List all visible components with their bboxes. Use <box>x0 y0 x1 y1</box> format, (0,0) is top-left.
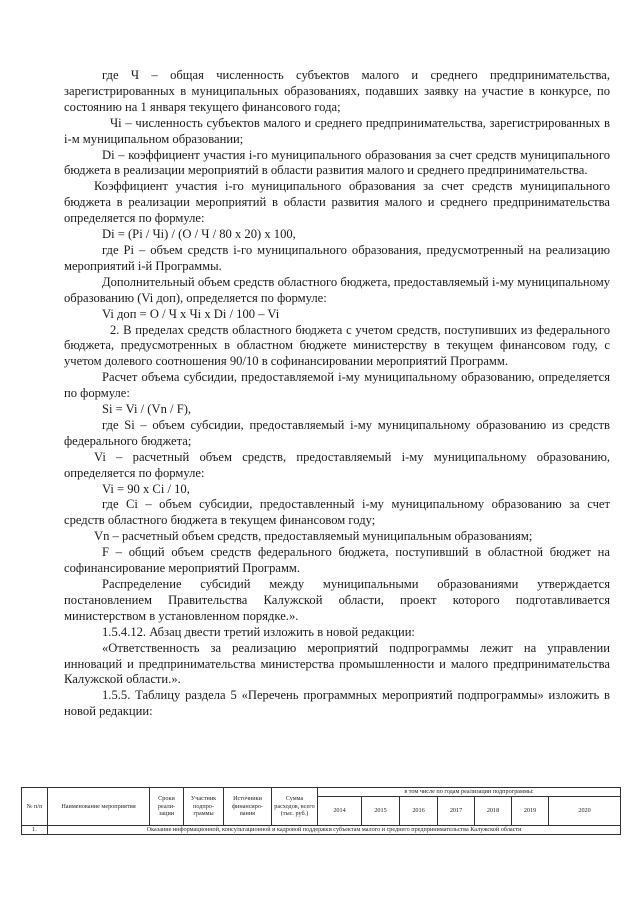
paragraph: Di – коэффициент участия i-го муниципального образования за счет средств муниципального бюджета в реализации мероприятий в области развития малого и среднего предпринимательства. <box>64 147 610 178</box>
formula: Vi = 90 х Сi / 10, <box>102 481 190 496</box>
row-number: 1. <box>22 826 48 835</box>
header-sources: Источники финансиро-вания <box>224 788 272 826</box>
paragraph: Дополнительный объем средств областного бюджета, предоставляемый i-му муниципальному образованию (Vi доп), определяется по формуле: <box>64 274 610 305</box>
paragraph: Расчет объема субсидии, предоставляемой i-му муниципальному образованию, определяется по формуле: <box>64 370 610 401</box>
measures-table <box>21 787 620 835</box>
paragraph: Vn – расчетный объем средств, предоставляемый муниципальным образованиям; <box>94 529 533 544</box>
row-section-title: Оказание информационной, консультационной и кадровой поддержки субъектам малого и среднего предпринимательства Калужской области <box>48 826 621 835</box>
header-terms: Сроки реали-зации <box>150 788 184 826</box>
paragraph: F – общий объем средств федерального бюджета, поступивший в областной бюджет на софинансирование мероприятий Программ. <box>64 545 610 576</box>
formula: Vi доп = О / Ч х Чi х Di / 100 – Vi <box>102 306 280 321</box>
paragraph: Коэффициент участия i-го муниципального образования за счет средств муниципального бюджета в реализации мероприятий в области развития малого и среднего предпринимательства определяется по формуле: <box>64 179 610 226</box>
paragraph: 1.5.5. Таблицу раздела 5 «Перечень программных мероприятий подпрограммы» изложить в новой редакции: <box>64 688 610 719</box>
formula: Di = (Pi / Чi) / (О / Ч / 80 х 20) х 100, <box>102 227 296 242</box>
year-cell: 2020 <box>549 797 621 826</box>
paragraph: 2. В пределах средств областного бюджета с учетом средств, поступивших из федерального бюджета, предусмотренных в областном бюджете министерству в текущем финансовом году, с учетом долевого соотношения 90/10 в софинансировании мероприятий Программ. <box>64 322 610 369</box>
year-cell: 2018 <box>475 797 512 826</box>
header-years-group: в том числе по годам реализации подпрограммы: <box>318 788 621 797</box>
header-sum: Сумма расходов, всего (тыс. руб.) <box>272 788 318 826</box>
paragraph: где Сi – объем субсидии, предоставленный i-му муниципальному образованию за счет средств областного бюджета в текущем финансовом году; <box>64 497 610 528</box>
year-cell: 2015 <box>362 797 400 826</box>
paragraph: Распределение субсидий между муниципальными образованиями утверждается постановлением Правительства Калужской области, проект которого подготавливается министерством в установленном порядке.». <box>64 577 610 623</box>
paragraph: Vi – расчетный объем средств, предоставляемый i-му муниципальному образованию, определяется по формуле: <box>64 449 610 480</box>
paragraph: где Pi – объем средств i-го муниципального образования, предусмотренный на реализацию мероприятий i-й Программы. <box>64 242 610 273</box>
year-cell: 2019 <box>512 797 549 826</box>
year-cell: 2014 <box>318 797 362 826</box>
formula: Si = Vi / (Vn / F), <box>102 402 192 417</box>
paragraph: где Si – объем субсидии, предоставляемый i-му муниципальному образованию из средств федерального бюджета; <box>64 417 610 448</box>
header-name: Наименование мероприятия <box>48 788 150 826</box>
year-cell: 2017 <box>438 797 475 826</box>
header-participant: Участник подпро-граммы <box>184 788 224 826</box>
paragraph: 1.5.4.12. Абзац двести третий изложить в новой редакции: <box>102 624 415 639</box>
paragraph: где Ч – общая численность субъектов малого и среднего предпринимательства, зарегистрированных в муниципальных образованиях, подавших заявку на участие в конкурсе, по состоянию на 1 января текущего финансового года; <box>64 68 610 114</box>
document-body <box>64 68 610 720</box>
year-cell: 2016 <box>400 797 438 826</box>
paragraph: Чi – численность субъектов малого и среднего предпринимательства, зарегистрированных в i-м муниципальном образовании; <box>64 115 610 146</box>
paragraph: «Ответственность за реализацию мероприятий подпрограммы лежит на управлении инноваций и предпринимательства министерства промышленности и малого предпринимательства Калужской области.». <box>64 640 610 687</box>
header-num: № п/п <box>22 788 48 826</box>
